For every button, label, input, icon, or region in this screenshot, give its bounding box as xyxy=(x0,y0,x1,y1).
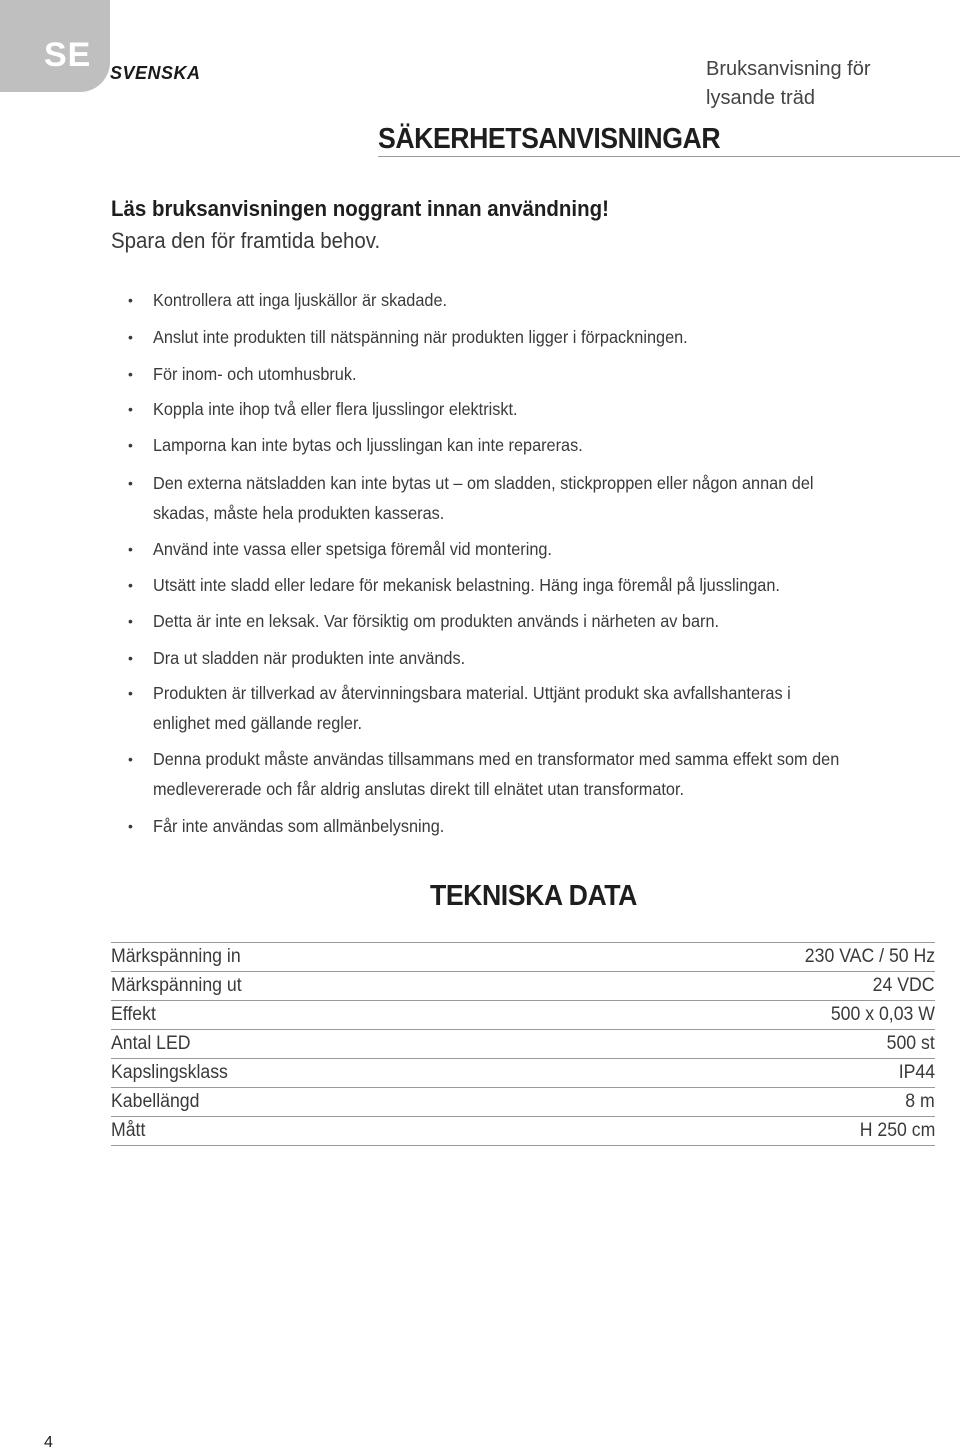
bullet-icon: • xyxy=(128,329,133,345)
tech-data-value: 8 m xyxy=(905,1091,935,1112)
language-tab xyxy=(0,0,110,92)
safety-heading-row xyxy=(378,122,960,157)
tech-data-row xyxy=(111,972,935,1001)
tech-data-table xyxy=(111,942,935,1146)
language-code: SE xyxy=(44,36,92,74)
safety-list-item-text: Denna produkt måste användas tillsammans med en transformator med samma effekt som den xyxy=(153,749,840,769)
safety-list-item-text: Den externa nätsladden kan inte bytas ut – om sladden, stickproppen eller någon annan del xyxy=(153,473,814,493)
safety-list-item-text: Lamporna kan inte bytas och ljusslingan kan inte repareras. xyxy=(153,435,583,455)
page-number: 4 xyxy=(44,1434,53,1451)
tech-data-row xyxy=(111,1030,935,1059)
tech-data-label: Märkspänning ut xyxy=(111,975,242,996)
language-name: SVENSKA xyxy=(110,63,201,83)
tech-heading-row xyxy=(0,878,960,914)
tech-data-value: H 250 cm xyxy=(859,1120,935,1141)
document-subtitle xyxy=(706,55,871,113)
tech-data-value: 500 x 0,03 W xyxy=(830,1004,935,1025)
tech-data-row xyxy=(111,1001,935,1030)
tech-data-value: 24 VDC xyxy=(873,975,935,996)
bullet-icon: • xyxy=(128,437,133,453)
safety-list-item-text: Utsätt inte sladd eller ledare för mekanisk belastning. Häng inga föremål på ljusslingan. xyxy=(153,575,780,595)
safety-list-item-text: Kontrollera att inga ljuskällor är skadade. xyxy=(153,290,448,310)
safety-intro xyxy=(111,193,609,257)
tech-data-value: 500 st xyxy=(886,1033,935,1054)
bullet-icon: • xyxy=(128,541,133,557)
tech-data-value: 230 VAC / 50 Hz xyxy=(804,946,935,967)
safety-list-item-text: Detta är inte en leksak. Var försiktig om produkten används i närheten av barn. xyxy=(153,611,720,631)
document-subtitle-line-2: lysande träd xyxy=(706,87,815,109)
bullet-icon: • xyxy=(128,751,133,767)
tech-data-label: Antal LED xyxy=(111,1033,191,1054)
tech-data-row xyxy=(111,1117,935,1146)
tech-data-row xyxy=(111,1088,935,1117)
bullet-icon: • xyxy=(128,401,133,417)
bullet-icon: • xyxy=(128,613,133,629)
safety-list-item-text: Använd inte vassa eller spetsiga föremål vid montering. xyxy=(153,539,552,559)
safety-heading: SÄKERHETSANVISNINGAR xyxy=(378,123,721,155)
bullet-icon: • xyxy=(128,650,133,666)
safety-list-item-text: Får inte användas som allmänbelysning. xyxy=(153,816,445,836)
tech-data-label: Kabellängd xyxy=(111,1091,200,1112)
bullet-icon: • xyxy=(128,366,133,382)
tech-data-label: Mått xyxy=(111,1120,146,1141)
safety-intro-normal: Spara den för framtida behov. xyxy=(111,228,381,253)
safety-list-item-text: Koppla inte ihop två eller flera ljusslingor elektriskt. xyxy=(153,399,518,419)
tech-data-value: IP44 xyxy=(898,1062,935,1083)
safety-list-item-text: enlighet med gällande regler. xyxy=(153,713,363,733)
bullet-icon: • xyxy=(128,475,133,491)
tech-data-label: Kapslingsklass xyxy=(111,1062,228,1083)
safety-intro-bold: Läs bruksanvisningen noggrant innan användning! xyxy=(111,196,609,221)
safety-list-item-text: skadas, måste hela produkten kasseras. xyxy=(153,503,445,523)
bullet-icon: • xyxy=(128,577,133,593)
safety-list-item-text: Anslut inte produkten till nätspänning när produkten ligger i förpackningen. xyxy=(153,327,688,347)
tech-heading: TEKNISKA DATA xyxy=(429,880,637,912)
safety-list-item-text: medlevererade och får aldrig anslutas direkt till elnätet utan transformator. xyxy=(153,779,685,799)
tech-data-row xyxy=(111,1059,935,1088)
tech-data-row xyxy=(111,943,935,972)
safety-list-item-text: Dra ut sladden när produkten inte används. xyxy=(153,648,466,668)
tech-data-label: Effekt xyxy=(111,1004,156,1025)
bullet-icon: • xyxy=(128,292,133,308)
bullet-icon: • xyxy=(128,685,133,701)
tech-data-label: Märkspänning in xyxy=(111,946,241,967)
bullet-icon: • xyxy=(128,818,133,834)
document-subtitle-line-1: Bruksanvisning för xyxy=(706,58,871,80)
safety-list-item-text: För inom- och utomhusbruk. xyxy=(153,364,357,384)
safety-list-item-text: Produkten är tillverkad av återvinningsbara material. Uttjänt produkt ska avfallshanteras i xyxy=(153,683,791,703)
